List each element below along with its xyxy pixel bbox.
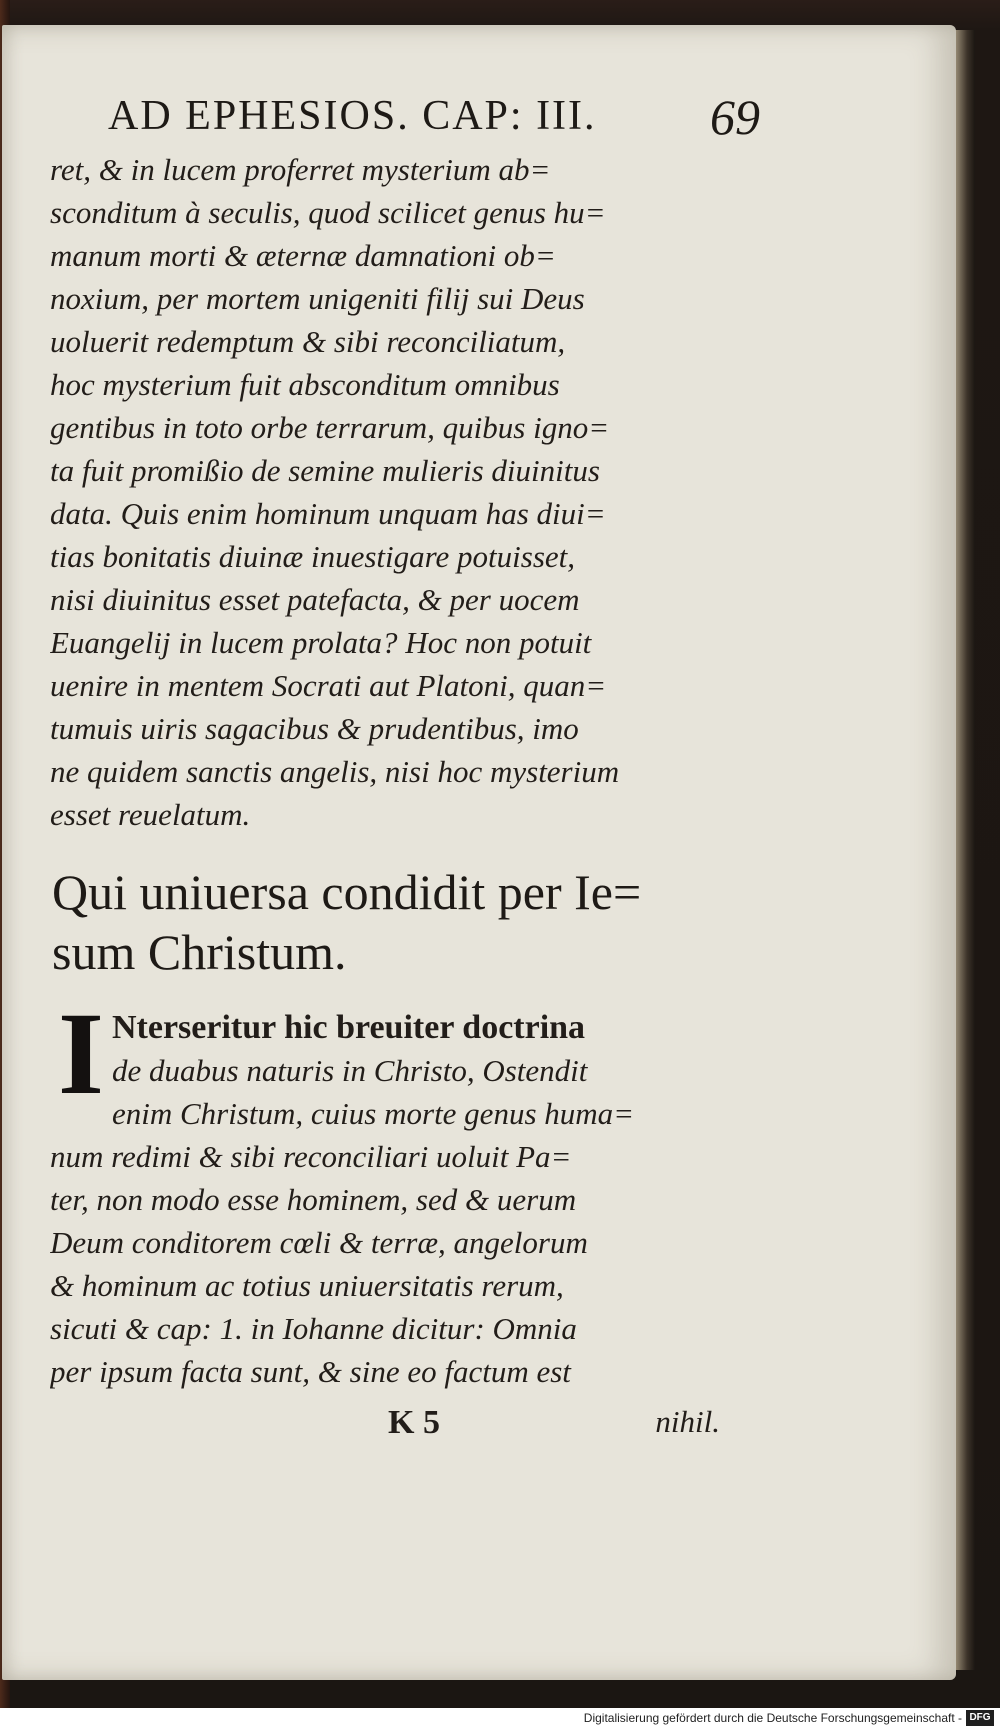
text-line: & hominum ac totius uniuersitatis rerum,	[50, 1268, 564, 1303]
heading-line: sum Christum.	[52, 924, 347, 980]
text-line: num redimi & sibi reconciliari uoluit Pa=	[50, 1139, 572, 1174]
catchword: nihil.	[655, 1404, 720, 1439]
signature-mark: K 5	[388, 1404, 440, 1441]
text-line: Euangelij in lucem prolata? Hoc non potuit	[50, 625, 592, 660]
text-line: de duabus naturis in Christo, Ostendit	[112, 1053, 588, 1088]
page-fore-edge	[955, 30, 975, 1670]
text-line: ret, & in lucem proferret mysterium ab=	[50, 152, 551, 187]
text-line: uenire in mentem Socrati aut Platoni, quan=	[50, 668, 607, 703]
text-line: ne quidem sanctis angelis, nisi hoc mysterium	[50, 754, 620, 789]
text-line: noxium, per mortem unigeniti filij sui Deus	[50, 281, 585, 316]
text-line: ta fuit promißio de semine mulieris diuinitus	[50, 453, 600, 488]
text-line: sicuti & cap: 1. in Iohanne dicitur: Omnia	[50, 1311, 577, 1346]
text-line: sconditum à seculis, quod scilicet genus hu=	[50, 195, 606, 230]
dfg-logo: DFG	[966, 1710, 994, 1726]
funding-credit: Digitalisierung gefördert durch die Deutsche Forschungsgemeinschaft -	[583, 1711, 962, 1725]
running-title: AD EPHESIOS. CAP: III.	[108, 93, 597, 139]
paragraph-1	[50, 148, 710, 836]
text-line: gentibus in toto orbe terrarum, quibus igno=	[50, 410, 610, 445]
page-number: 69	[710, 89, 760, 145]
text-line: ter, non modo esse hominem, sed & uerum	[50, 1182, 577, 1217]
text-line: uoluerit redemptum & sibi reconciliatum,	[50, 324, 566, 359]
text-line: Deum conditorem cœli & terræ, angelorum	[50, 1225, 588, 1260]
text-line: per ipsum facta sunt, & sine eo factum est	[50, 1354, 571, 1389]
text-line: Nterseritur hic breuiter doctrina	[112, 1009, 586, 1046]
text-line: tumuis uiris sagacibus & prudentibus, imo	[50, 711, 579, 746]
paragraph-2	[50, 1006, 710, 1393]
heading-line: Qui uniuersa condidit per Ie=	[52, 864, 642, 920]
text-line: hoc mysterium fuit absconditum omnibus	[50, 367, 560, 402]
text-line: tias bonitatis diuinæ inuestigare potuisset,	[50, 539, 576, 574]
drop-cap-initial: I	[58, 988, 104, 1119]
section-heading	[52, 862, 732, 982]
text-line: enim Christum, cuius morte genus huma=	[112, 1096, 635, 1131]
text-line: manum morti & æternæ damnationi ob=	[50, 238, 556, 273]
text-line: nisi diuinitus esset patefacta, & per uocem	[50, 582, 580, 617]
signature-line	[380, 1400, 720, 1448]
text-line: esset reuelatum.	[50, 797, 251, 832]
text-line: data. Quis enim hominum unquam has diui=	[50, 496, 606, 531]
